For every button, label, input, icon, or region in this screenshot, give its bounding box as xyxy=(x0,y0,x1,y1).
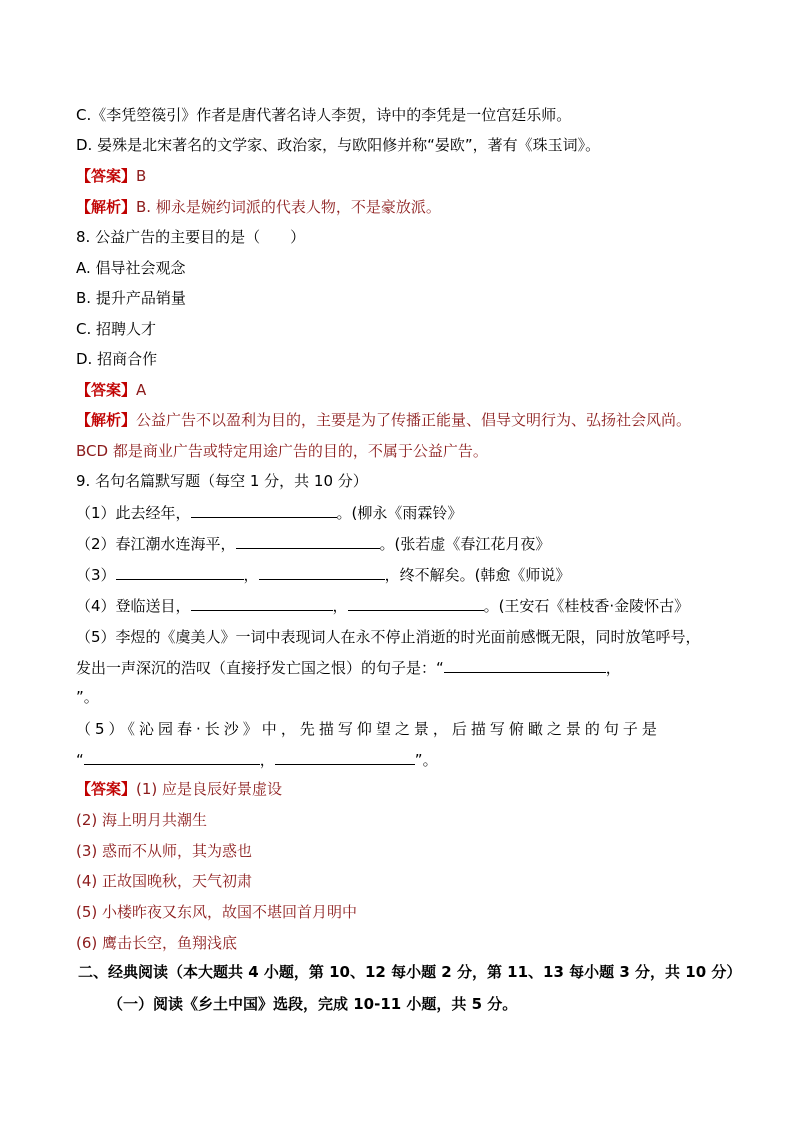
answer-6: (6) 鹰击长空，鱼翔浅底 xyxy=(76,934,238,952)
item-text: 发出一声深沉的浩叹（直接抒发亡国之恨）的句子是：“ xyxy=(76,659,444,677)
q8-stem: 8. 公益广告的主要目的是（ ） xyxy=(76,228,306,246)
answer-tag: 【答案】 xyxy=(76,167,137,185)
item-text: ， xyxy=(332,597,348,615)
q7-analysis xyxy=(76,196,441,218)
analysis-tag: 【解析】 xyxy=(76,198,137,216)
item-text: （1）此去经年， xyxy=(76,504,191,522)
q7-answer xyxy=(76,165,146,187)
answer-2: (2) 海上明月共潮生 xyxy=(76,811,208,829)
item-text: ， xyxy=(605,659,621,677)
fill-blank xyxy=(191,595,333,611)
q9-item-2 xyxy=(76,533,550,555)
analysis-text: B. 柳永是婉约词派的代表人物，不是豪放派。 xyxy=(136,198,441,216)
analysis-text: 公益广告不以盈利为目的，主要是为了传播正能量、倡导文明行为、弘扬社会风尚。 xyxy=(136,411,692,429)
item-text: ， xyxy=(259,751,275,769)
subsection-heading: （一）阅读《乡土中国》选段，完成 10-11 小题，共 5 分。 xyxy=(108,995,518,1013)
q7-option-c: C.《李凭箜篌引》作者是唐代著名诗人李贺，诗中的李凭是一位宫廷乐师。 xyxy=(76,106,572,124)
q9-answer xyxy=(76,778,282,800)
item-text: （2）春江潮水连海平， xyxy=(76,535,236,553)
q8-answer xyxy=(76,379,146,401)
q9-item-1 xyxy=(76,502,462,524)
fill-blank xyxy=(275,749,415,765)
answer-value: A xyxy=(136,381,147,399)
q8-option-c: C. 招聘人才 xyxy=(76,320,157,338)
q8-analysis-cont: BCD 都是商业广告或特定用途广告的目的，不属于公益广告。 xyxy=(76,442,488,460)
q9-item-5: （5）李煜的《虞美人》一词中表现词人在永不停止消逝的时光面前感慨无限，同时放笔呼号， xyxy=(76,628,701,646)
answer-1: (1) 应是良辰好景虚设 xyxy=(136,780,283,798)
item-text: （4）登临送目， xyxy=(76,597,191,615)
fill-blank xyxy=(259,564,385,580)
answer-value: B xyxy=(136,167,147,185)
item-text: ”。 xyxy=(414,751,438,769)
q8-option-d: D. 招商合作 xyxy=(76,350,158,368)
q8-analysis xyxy=(76,409,691,431)
item-text: （3） xyxy=(76,566,116,584)
q9-item-4 xyxy=(76,595,689,617)
answer-5: (5) 小楼昨夜又东风，故国不堪回首月明中 xyxy=(76,903,358,921)
q8-option-b: B. 提升产品销量 xyxy=(76,289,186,307)
fill-blank xyxy=(84,749,260,765)
answer-tag: 【答案】 xyxy=(76,381,137,399)
answer-3: (3) 惑而不从师，其为惑也 xyxy=(76,842,253,860)
q7-option-d: D. 晏殊是北宋著名的文学家、政治家，与欧阳修并称“晏欧”，著有《珠玉词》。 xyxy=(76,136,601,154)
fill-blank xyxy=(191,502,337,518)
q8-option-a: A. 倡导社会观念 xyxy=(76,259,186,277)
answer-tag: 【答案】 xyxy=(76,780,137,798)
analysis-tag: 【解析】 xyxy=(76,411,137,429)
section-heading: 二、经典阅读（本大题共 4 小题，第 10、12 每小题 2 分，第 11、13 每小题 3 分，共 10 分） xyxy=(78,963,742,981)
q9-item-6: （5）《沁园春·长沙》中，先描写仰望之景，后描写俯瞰之景的句子是 xyxy=(76,720,661,738)
item-text: ， xyxy=(243,566,259,584)
fill-blank xyxy=(236,533,380,549)
item-text: 。(王安石《桂枝香·金陵怀古》 xyxy=(483,597,690,615)
item-text: ，终不解矣。(韩愈《师说》 xyxy=(384,566,571,584)
item-text: 。(柳永《雨霖铃》 xyxy=(336,504,463,522)
item-text: 。(张若虚《春江花月夜》 xyxy=(379,535,551,553)
item-text: “ xyxy=(76,751,84,769)
q9-item-3 xyxy=(76,564,570,586)
fill-blank xyxy=(348,595,484,611)
q9-stem: 9. 名句名篇默写题（每空 1 分，共 10 分） xyxy=(76,472,368,490)
fill-blank xyxy=(444,657,606,673)
q9-item-5-cont xyxy=(76,657,621,679)
answer-4: (4) 正故国晚秋，天气初肃 xyxy=(76,872,253,890)
q9-item-6-cont xyxy=(76,749,438,771)
fill-blank xyxy=(116,564,244,580)
q9-item-5-end: ”。 xyxy=(76,688,99,706)
